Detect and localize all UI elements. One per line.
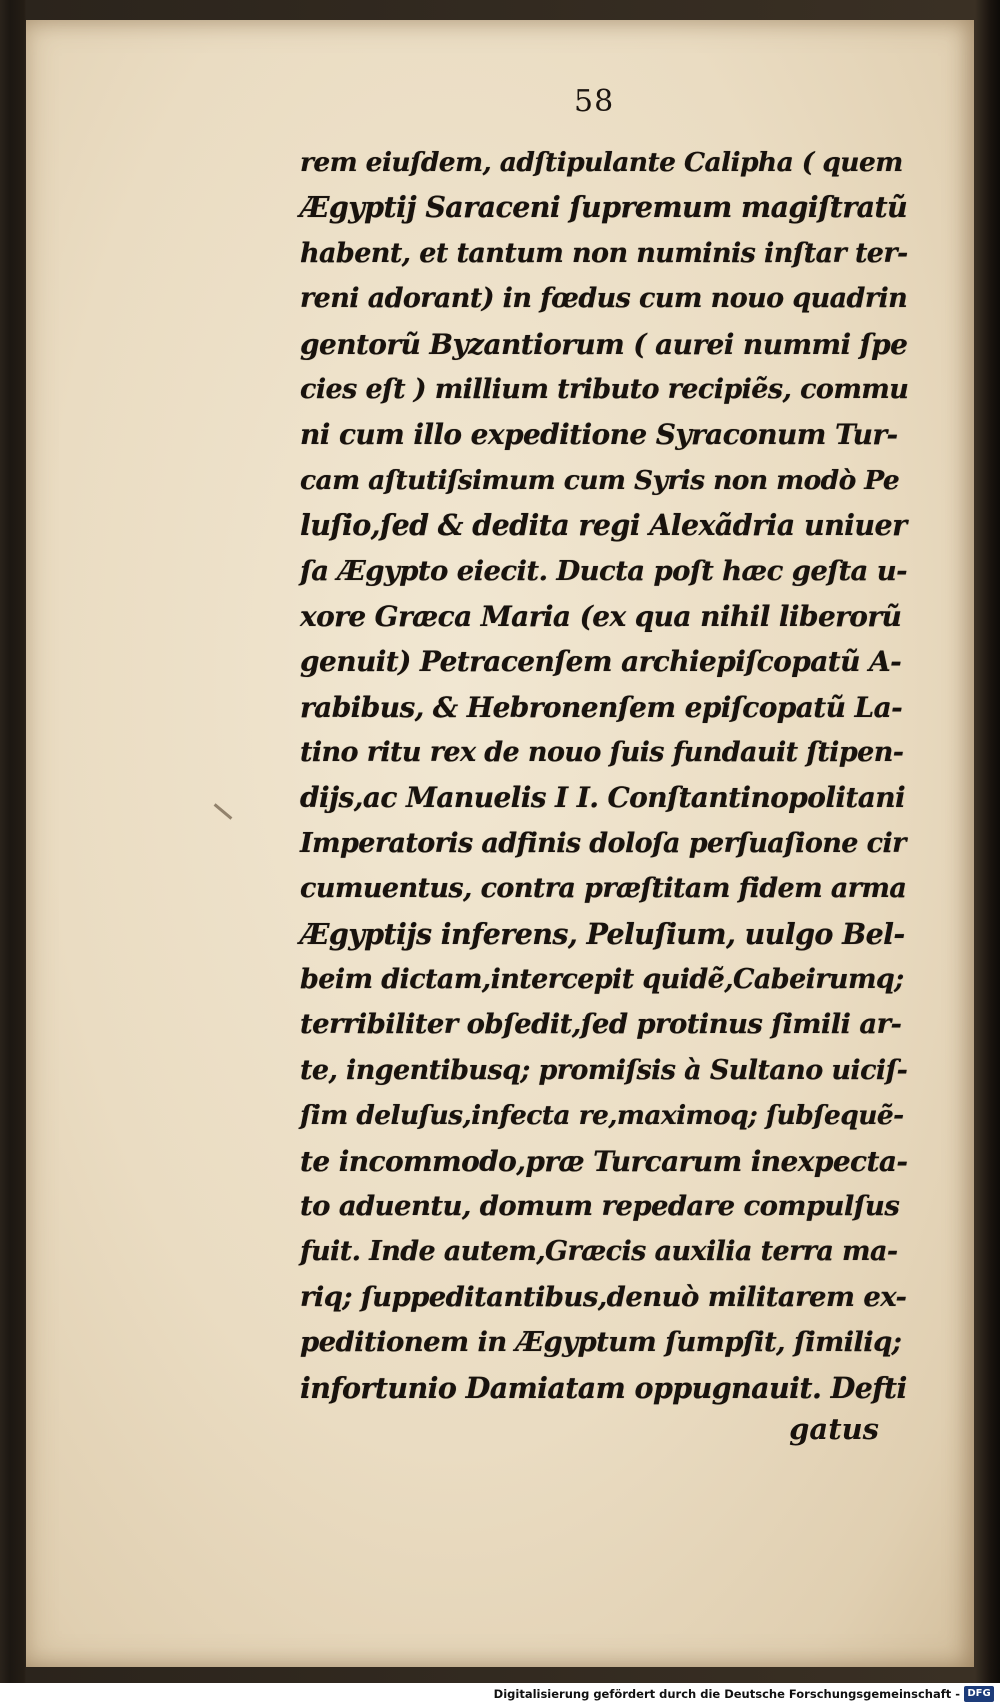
text-body: [300, 140, 908, 1411]
text-line: infortunio Damiatam oppugnauit. Defti: [300, 1370, 907, 1405]
ink-mark: [214, 803, 233, 819]
page-number: 58: [574, 84, 615, 119]
text-line: cumuentus, contra præſtitam fidem arma: [300, 873, 907, 905]
text-line: cies eſt ) millium tributo recipiẽs, commu: [300, 373, 909, 405]
text-line: rabibus, & Hebronenſem epiſcopatũ La-: [300, 690, 903, 724]
text-line: dijs,ac Manuelis I I. Conſtantinopolitani: [300, 781, 906, 815]
text-line: cam aſtutiſsimum cum Syris non modò Pe: [300, 464, 900, 496]
book-page: [26, 20, 974, 1667]
text-line: Ægyptijs inferens, Peluſium, uulgo Bel-: [300, 916, 905, 951]
text-line: fuit. Inde autem,Græcis auxilia terra ma-: [300, 1236, 898, 1268]
text-line: genuit) Petracenſem archiepiſcopatũ A-: [300, 645, 902, 679]
text-line: habent, et tantum non numinis inſtar ter-: [300, 237, 908, 269]
text-line: ſim deluſus,infecta re,maximoq; ſubſequẽ-: [300, 1100, 904, 1132]
catchword: gatus: [789, 1412, 879, 1446]
dfg-logo-icon: DFG: [964, 1686, 994, 1702]
text-line: riq; ſuppeditantibus,denuò militarem ex-: [300, 1280, 907, 1313]
text-line: terribiliter obſedit,ſed protinus ſimili ar-: [300, 1008, 902, 1041]
text-line: reni adorant) in fœdus cum nouo quadrin: [300, 283, 908, 315]
text-line: luſio,ſed & dedita regi Alexãdria uniuer: [300, 508, 907, 543]
digitization-credit: Digitalisierung gefördert durch die Deutsche Forschungsgemeinschaft -: [493, 1687, 960, 1701]
text-line: Imperatoris adfinis doloſa perſuaſione cir: [300, 827, 906, 859]
text-line: peditionem in Ægyptum ſumpſit, ſimiliq;: [300, 1326, 902, 1359]
footer-bar: [0, 1683, 1000, 1707]
text-line: gentorũ Byzantiorum ( aurei nummi ſpe: [300, 327, 908, 361]
text-line: Ægyptij Saraceni ſupremum magiſtratũ: [300, 190, 908, 225]
text-line: ni cum illo expeditione Syraconum Tur-: [300, 418, 898, 452]
text-line: te incommodo,præ Turcarum inexpecta-: [300, 1144, 908, 1178]
text-line: ſa Ægypto eiecit. Ducta poſt hæc geſta u-: [300, 554, 907, 587]
text-line: xore Græca Maria (ex qua nihil liberorũ: [300, 599, 902, 633]
text-line: rem eiuſdem, adſtipulante Calipha ( quem: [300, 147, 903, 178]
text-line: to aduentu, domum repedare compulſus: [300, 1189, 900, 1222]
text-line: tino ritu rex de nouo ſuis fundauit ſtipen-: [300, 737, 904, 769]
text-line: te, ingentibusq; promiſsis à Sultano uiciſ-: [300, 1054, 908, 1086]
text-line: beim dictam,intercepit quidẽ,Cabeirumq;: [300, 964, 904, 996]
